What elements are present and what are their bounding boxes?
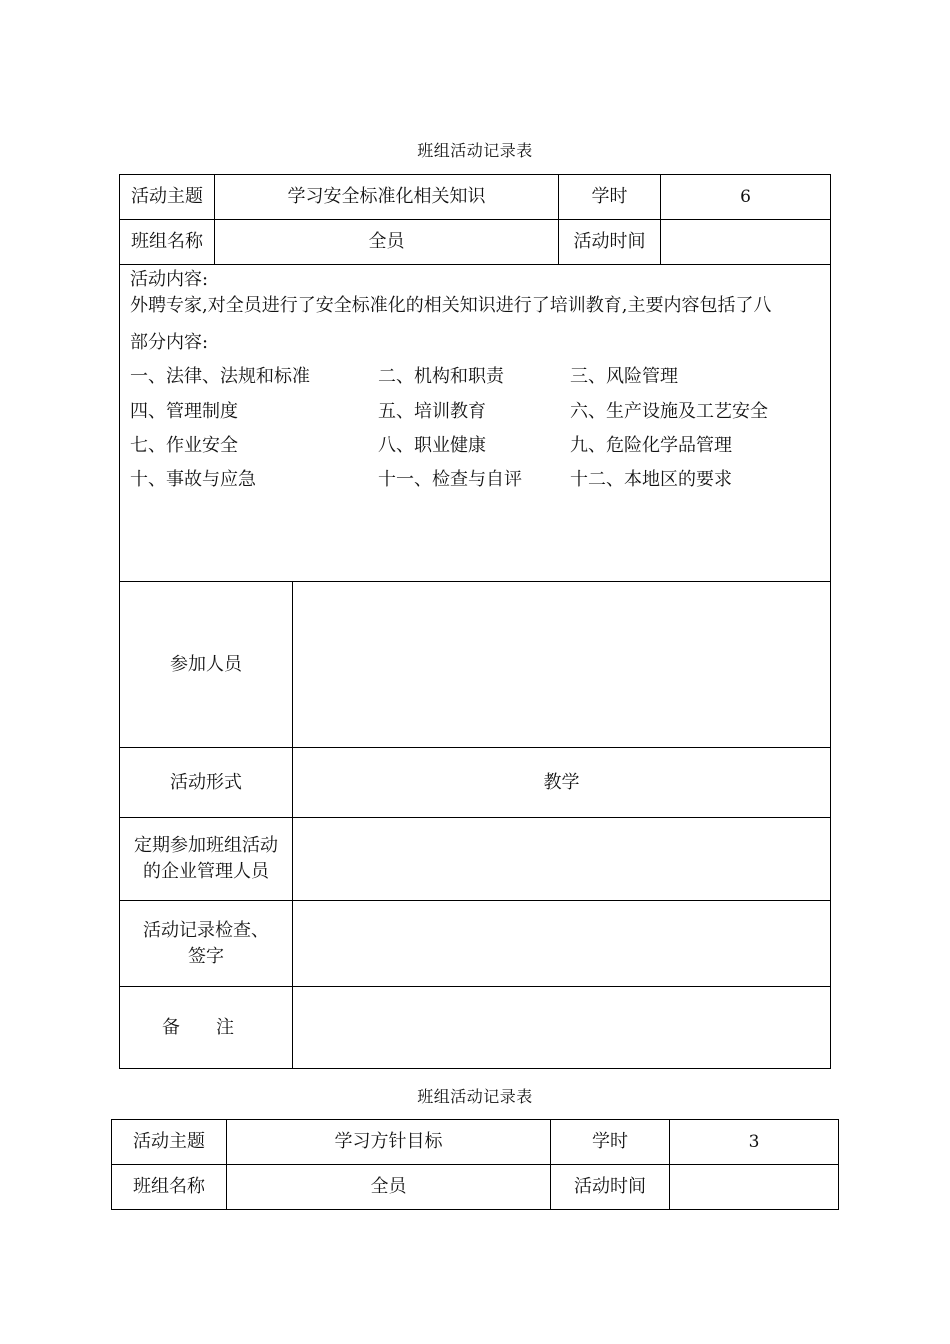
content-item: 五、培训教育 [378,401,486,422]
team-label-2: 班组名称 [133,1176,205,1197]
hours-value-2: 3 [748,1132,760,1152]
content-item: 三、风险管理 [570,366,678,387]
time-label-2: 活动时间 [574,1176,646,1197]
topic-value-2: 学习方针目标 [334,1131,443,1152]
managers-label-line2: 的企业管理人员 [143,861,269,882]
team-label: 班组名称 [131,231,203,252]
content-item: 二、机构和职责 [378,366,504,387]
content-intro-cont: 部分内容: [130,332,209,353]
content-item: 十、事故与应急 [130,469,256,490]
topic-label: 活动主题 [131,186,203,207]
participants-value [293,582,830,747]
hours-value: 6 [740,187,751,207]
participants-label: 参加人员 [170,653,242,675]
activity-form-label: 活动形式 [170,771,242,793]
content-label: 活动内容: [130,269,209,290]
topic-value: 学习安全标准化相关知识 [287,186,486,207]
managers-label-line1: 定期参加班组活动 [134,835,278,856]
team-value: 全员 [368,231,405,252]
managers-label [120,818,292,900]
hours-label-2: 学时 [592,1131,628,1152]
activity-form-value: 教学 [543,771,580,793]
content-item: 十二、本地区的要求 [570,469,732,490]
time-value [661,220,830,264]
check-sign-label-line1: 活动记录检查、 [143,919,269,941]
check-sign-label-line2: 签字 [188,945,224,967]
content-intro: 外聘专家,对全员进行了安全标准化的相关知识进行了培训教育,主要内容包括了八 [130,295,772,316]
content-item: 七、作业安全 [130,435,238,456]
check-sign-label [120,901,292,986]
time-label: 活动时间 [573,231,646,252]
content-item: 八、职业健康 [378,435,486,456]
content-item: 九、危险化学品管理 [570,435,732,456]
form-title-2: 班组活动记录表 [417,1087,533,1106]
hours-label: 学时 [591,186,628,207]
content-item: 六、生产设施及工艺安全 [570,401,768,422]
time-value-2 [670,1165,838,1209]
remarks-label: 备 注 [162,1016,234,1038]
content-item: 十一、检查与自评 [378,469,522,490]
form-title: 班组活动记录表 [417,141,533,160]
content-item: 一、法律、法规和标准 [130,366,310,387]
topic-label-2: 活动主题 [133,1131,205,1152]
team-value-2: 全员 [370,1176,407,1197]
content-item: 四、管理制度 [130,401,238,422]
